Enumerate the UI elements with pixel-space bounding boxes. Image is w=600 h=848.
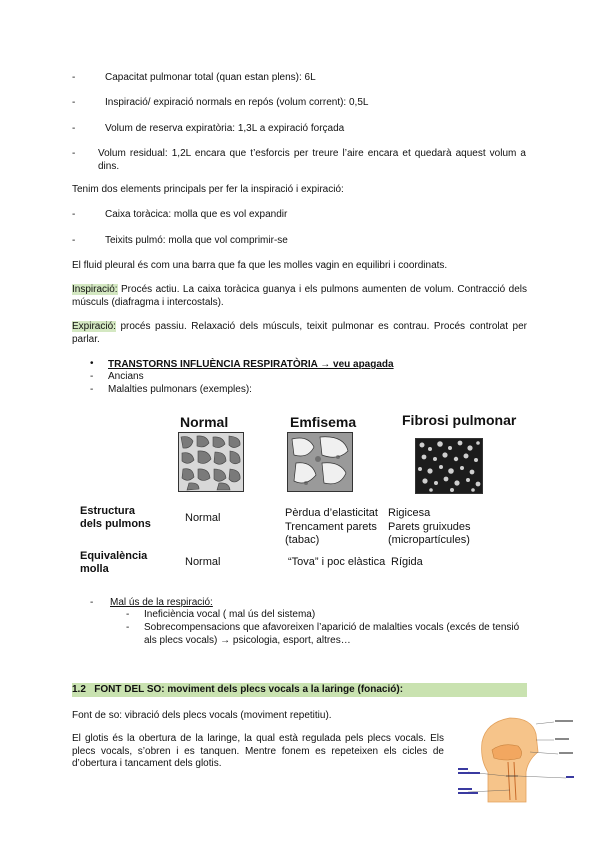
dash-marker: - (72, 72, 76, 83)
cell-line: (tabac) (285, 534, 320, 546)
lung-volume-item: Inspiració/ expiració normals en repós (volum corrent): 0,5L (105, 97, 369, 108)
row-label-line: molla (80, 563, 109, 575)
spring-emphysema: “Tova” i poc elàstica (288, 556, 386, 568)
cell-line: Pèrdua d’elasticitat (285, 507, 378, 519)
dash-marker: - (90, 597, 94, 608)
expiration-text: procés passiu. Relaxació dels músculs, teixit pulmonar es contrau. Procés controlat per parlar. (72, 321, 527, 345)
lung-volume-item: Volum residual: 1,2L encara que t’esforcis per treure l’aire encara et quedarà aquest volum a dins. (98, 148, 526, 172)
lung-volume-item: Capacitat pulmonar total (quan estan plens): 6L (105, 72, 316, 83)
section-number: 1.2 (72, 684, 86, 695)
misuse-item: Ineficiència vocal ( mal ús del sistema) (144, 609, 316, 620)
fibrosis-lung-micrograph (415, 438, 483, 494)
paragraph-sound-source: Font de so: vibració dels plecs vocals (moviment repetitiu). (72, 710, 332, 721)
paragraph-glottis: El glotis és la obertura de la laringe, la qual està regulada pels plecs vocals. Els plecs vocals, s’obren i es tanquen. Mentre fonem es repeteixen els cicles de d’obertura i tancament dels glotis. (72, 733, 444, 769)
row-label-structure (80, 505, 151, 531)
cell-line: Trencament parets (285, 520, 377, 533)
dash-marker: - (72, 123, 76, 134)
expiration-label: Expiració: (72, 321, 116, 332)
misuse-heading: Mal ús de la respiració: (110, 597, 213, 608)
row-label-line: Estructura (80, 505, 136, 517)
section-heading (72, 683, 527, 697)
cell-line: Rigicesa (388, 507, 431, 519)
dash-marker: - (126, 622, 130, 633)
lung-volume-item: Volum de reserva expiratòria: 1,3L a expiració forçada (105, 123, 345, 134)
column-header-normal: Normal (180, 414, 229, 430)
disorder-item: Malalties pulmonars (exemples): (108, 384, 252, 395)
spring-fibrosis: Rígida (391, 556, 423, 568)
section-title: FONT DEL SO: moviment dels plecs vocals a la laringe (fonació): (94, 684, 404, 695)
paragraph-inspiration (72, 284, 527, 309)
structure-normal: Normal (185, 512, 221, 524)
dash-marker: - (72, 148, 76, 159)
cell-line: Parets gruixudes (388, 520, 471, 533)
dash-marker: - (72, 97, 76, 108)
paragraph-pleural-fluid: El fluid pleural és com una barra que fa que les molles vagin en equilibri i coordinats. (72, 260, 448, 271)
emphysema-lung-micrograph (287, 432, 353, 492)
dash-marker: - (90, 371, 94, 382)
element-item: Caixa toràcica: molla que es vol expandir (105, 209, 288, 220)
column-header-emphysema: Emfisema (290, 414, 357, 430)
vocal-tract-diagram (458, 712, 576, 804)
paragraph-expiration (72, 321, 527, 346)
dash-marker: - (72, 209, 76, 220)
dash-marker: - (72, 235, 76, 246)
row-label-line: dels pulmons (80, 518, 151, 530)
disorder-item: Ancians (108, 371, 144, 382)
disorders-heading: TRANSTORNS INFLUÈNCIA RESPIRATÒRIA → veu apagada (108, 359, 394, 370)
paragraph-two-elements: Tenim dos elements principals per fer la inspiració i expiració: (72, 184, 344, 195)
dash-marker: - (126, 609, 130, 620)
column-header-fibrosis: Fibrosi pulmonar (402, 412, 517, 428)
cell-line: (micropartícules) (388, 534, 470, 546)
inspiration-text: Procés actiu. La caixa toràcica guanya i els pulmons aumenten de volum. Contracció dels músculs (diafragma i intercostals). (72, 284, 527, 308)
spring-normal: Normal (185, 556, 221, 568)
row-label-spring (80, 550, 147, 576)
structure-emphysema (285, 507, 378, 548)
row-label-line: Equivalència (80, 550, 148, 562)
misuse-item: Sobrecompensacions que afavoreixen l’aparició de malalties vocals (excés de tensió als plecs vocals) → psicologia, esport, altres… (144, 622, 520, 646)
structure-fibrosis (388, 507, 471, 548)
inspiration-label: Inspiració: (72, 284, 118, 295)
normal-lung-micrograph (178, 432, 244, 492)
element-item: Teixits pulmó: molla que vol comprimir-se (105, 235, 288, 246)
dash-marker: - (90, 384, 94, 395)
bullet-marker: • (90, 358, 94, 369)
